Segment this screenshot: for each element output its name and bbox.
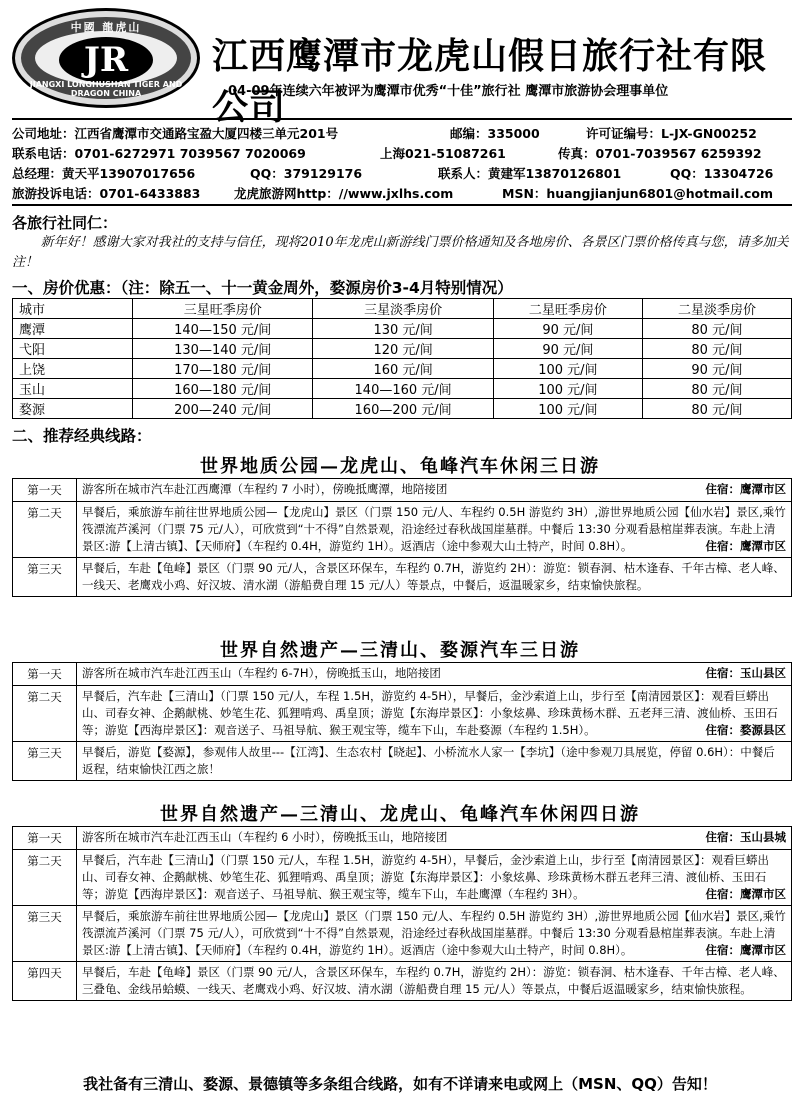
itinerary-row <box>13 850 792 906</box>
table-header: 城市 <box>13 299 133 319</box>
msn-contact[interactable]: MSN：huangjianjun6801@hotmail.com <box>502 186 774 201</box>
complaint-phone: 旅游投诉电话：0701-6433883 <box>12 186 201 201</box>
table-cell: 100 元/间 <box>493 399 642 419</box>
table-cell: 100 元/间 <box>493 359 642 379</box>
lodging: 住宿：玉山县城 <box>705 830 786 844</box>
contact-row <box>12 124 792 144</box>
section-routes-title: 二、推荐经典线路： <box>12 427 152 445</box>
table-cell: 160 元/间 <box>313 359 493 379</box>
contact-person: 联系人：黄建军13870126801 <box>438 166 622 181</box>
table-cell: 170—180 元/间 <box>133 359 313 379</box>
contact-row <box>12 184 792 204</box>
address: 公司地址：江西省鹰潭市交通路宝盈大厦四楼三单元201号 <box>12 126 339 141</box>
itinerary-text: 早餐后，乘旅游车前往世界地质公园—【龙虎山】景区（门票 150 元/人、车程约 0.5H 游览约 3H）,游世界地质公园【仙水岩】景区,乘竹筏漂流芦溪河（门票 75 元/人），可欣赏到“十不得”自然景观，沿途经过春秋战国崖墓群。中餐后 13:30 分观看悬棺崖葬表演。车赴上清景区:游【上清古镇】、【天师府】（车程约 0.4H，游览约 1H）。返酒店（途中参观大山土特产，时间 0.8H）。 <box>82 909 786 957</box>
route-table <box>12 826 792 1001</box>
table-cell: 80 元/间 <box>642 379 791 399</box>
table-cell: 200—240 元/间 <box>133 399 313 419</box>
day-label: 第三天 <box>13 558 77 597</box>
company-name: 江西鹰潭市龙虎山假日旅行社有限公司 <box>212 36 768 128</box>
lodging: 住宿：婺源县区 <box>705 723 786 737</box>
day-label: 第一天 <box>13 479 77 502</box>
day-label: 第三天 <box>13 906 77 962</box>
table-cell: 婺源 <box>13 399 133 419</box>
day-label: 第一天 <box>13 827 77 850</box>
table-cell: 80 元/间 <box>642 319 791 339</box>
itinerary-text: 早餐后，车赴【龟峰】景区（门票 90 元/人，含景区环保车，车程约 0.7H，游览约 2H）：游览：锁春洞、枯木逢春、千年古樟、老人峰、一线天、老鹰戏小鸡、好汉坡、清水湖（游船费自理 15 元/人）等景点，中餐后，返温暖家乡，结束愉快旅程。 <box>82 561 785 592</box>
itinerary-text: 早餐后，车赴【龟峰】景区（门票 90 元/人，含景区环保车，车程约 0.7H，游览约 2H）：游览：锁春洞、枯木逢春、千年古樟、老人峰、三叠龟、金线吊蛤蟆、一线天、老鹰戏小鸡、好汉坡、清水湖（游船费自理 15 元/人）等景点，中餐后返温暖家乡，结束愉快旅程。 <box>82 965 785 996</box>
day-label: 第二天 <box>13 850 77 906</box>
table-cell: 120 元/间 <box>313 339 493 359</box>
table-cell: 玉山 <box>13 379 133 399</box>
table-cell: 鹰潭 <box>13 319 133 339</box>
table-header: 三星淡季房价 <box>313 299 493 319</box>
table-cell: 90 元/间 <box>493 339 642 359</box>
table-cell: 90 元/间 <box>642 359 791 379</box>
table-header: 二星淡季房价 <box>642 299 791 319</box>
table-cell: 160—180 元/间 <box>133 379 313 399</box>
greeting: 各旅行社同仁： <box>12 214 118 232</box>
letterhead <box>0 0 800 128</box>
qq-manager: QQ：379129176 <box>250 166 363 181</box>
itinerary-text: 早餐后，汽车赴【三清山】（门票 150 元/人，车程 1.5H，游览约 4-5H），早餐后，金沙索道上山，步行至【南清园景区】：观看巨蟒出山、司春女神、企鹅献桃、妙笔生花、狐狸啃鸡、禹皇顶；游览【东海岸景区】：小象炫鼻、珍珠黄杨木群五老拜三清、渡仙桥、玉田石等；游览【西海岸景区】：观音送子、马祖导航、猴王观宝等，缆车下山，车赴鹰潭（车程约 3H）。 <box>82 853 770 901</box>
lodging: 住宿：鹰潭市区 <box>705 887 786 901</box>
table-row <box>13 339 792 359</box>
intro <box>12 212 792 273</box>
itinerary-row <box>13 558 792 597</box>
phone: 联系电话：0701-6272971 7039567 7020069 <box>12 146 306 161</box>
section-hotel-title: 一、房价优惠：（注：除五一、十一黄金周外，婺源房价3-4月特别情况） <box>12 279 513 297</box>
itinerary-text: 游客所在城市汽车赴江西玉山（车程约 6 小时），傍晚抵玉山，地陪接团 <box>82 830 448 844</box>
route-title: 世界自然遗产—三清山、龙虎山、龟峰汽车休闲四日游 <box>160 804 640 825</box>
contact-block <box>12 118 792 206</box>
table-row <box>13 399 792 419</box>
lodging: 住宿：玉山县区 <box>705 666 786 680</box>
table-cell: 160—200 元/间 <box>313 399 493 419</box>
day-label: 第二天 <box>13 502 77 558</box>
table-header: 三星旺季房价 <box>133 299 313 319</box>
table-cell: 130 元/间 <box>313 319 493 339</box>
logo-monogram: JR <box>59 37 153 83</box>
table-cell: 100 元/间 <box>493 379 642 399</box>
itinerary-text: 早餐后，汽车赴【三清山】（门票 150 元/人，车程 1.5H，游览约 4-5H），早餐后，金沙索道上山，步行至【南清园景区】：观看巨蟒出山、司春女神、企鹅献桃、妙笔生花、狐狸啃鸡、禹皇顶；游览【东海岸景区】：小象炫鼻、珍珠黄杨木群、五老拜三清、渡仙桥、玉田石等；游览【西海岸景区】：观音送子、马祖导航、猴王观宝等，缆车下山，车赴婺源（车程约 1.5H）。 <box>82 689 778 737</box>
table-cell: 弋阳 <box>13 339 133 359</box>
table-row <box>13 319 792 339</box>
table-header: 二星旺季房价 <box>493 299 642 319</box>
lodging: 住宿：鹰潭市区 <box>705 482 786 496</box>
logo-bottom-text: JIANGXI LONGHUSHAN TIGER AND DRAGON CHINA <box>29 80 183 98</box>
contact-row <box>12 164 792 184</box>
table-header-row <box>13 299 792 319</box>
hotel-price-table <box>12 298 792 419</box>
fax: 传真：0701-7039567 6259392 <box>558 146 762 161</box>
route-title: 世界自然遗产—三清山、婺源汽车三日游 <box>220 640 580 661</box>
itinerary-row <box>13 502 792 558</box>
license: 许可证编号：L-JX-GN00252 <box>586 126 757 141</box>
itinerary-row <box>13 663 792 686</box>
day-label: 第四天 <box>13 962 77 1001</box>
itinerary-row <box>13 479 792 502</box>
qq-contact: QQ：13304726 <box>670 166 774 181</box>
route-title: 世界地质公园—龙虎山、龟峰汽车休闲三日游 <box>200 456 600 477</box>
day-label: 第一天 <box>13 663 77 686</box>
table-row <box>13 359 792 379</box>
itinerary-row <box>13 686 792 742</box>
route-table <box>12 478 792 597</box>
logo-top-text: 中國 龍虎山 <box>70 21 142 34</box>
itinerary-row <box>13 742 792 781</box>
table-cell: 140—160 元/间 <box>313 379 493 399</box>
table-cell: 90 元/间 <box>493 319 642 339</box>
table-cell: 130—140 元/间 <box>133 339 313 359</box>
lodging: 住宿：鹰潭市区 <box>705 943 786 957</box>
manager: 总经理：黄天平13907017656 <box>12 166 196 181</box>
itinerary-text: 早餐后，游览【婺源】，参观伟人故里---【江湾】、生态农村【晓起】、小桥流水人家一【李坑】（途中参观刀具展览，停留 0.6H）：中餐后返程，结束愉快江西之旅！ <box>82 745 775 776</box>
company-slogan: 04-09年连续六年被评为鹰潭市优秀“十佳”旅行社 鹰潭市旅游协会理事单位 <box>228 84 669 99</box>
table-cell: 140—150 元/间 <box>133 319 313 339</box>
table-cell: 上饶 <box>13 359 133 379</box>
itinerary-row <box>13 827 792 850</box>
shanghai-phone: 上海021-51087261 <box>380 146 506 161</box>
table-row <box>13 379 792 399</box>
itinerary-text: 游客所在城市汽车赴江西鹰潭（车程约 7 小时），傍晚抵鹰潭，地陪接团 <box>82 482 448 496</box>
table-cell: 80 元/间 <box>642 399 791 419</box>
itinerary-row <box>13 906 792 962</box>
contact-row <box>12 144 792 164</box>
lodging: 住宿：鹰潭市区 <box>705 539 786 553</box>
website-link[interactable]: 龙虎旅游网http：//www.jxlhs.com <box>234 186 454 201</box>
day-label: 第三天 <box>13 742 77 781</box>
itinerary-text: 早餐后，乘旅游车前往世界地质公园—【龙虎山】景区（门票 150 元/人、车程约 0.5H 游览约 3H）,游世界地质公园【仙水岩】景区,乘竹筏漂流芦溪河（门票 75 元/人），可欣赏到“十不得”自然景观，沿途经过春秋战国崖墓群。中餐后 13:30 分观看悬棺崖葬表演。车赴上清景区:游【上清古镇】、【天师府】（车程约 0.4H，游览约 1H）。返酒店（途中参观大山土特产，时间 0.8H）。 <box>82 505 786 553</box>
footer-note: 我社备有三清山、婺源、景德镇等多条组合线路，如有不详请来电或网上（MSN、QQ）告知！ <box>83 1075 717 1093</box>
itinerary-row <box>13 962 792 1001</box>
intro-body: 新年好！感谢大家对我社的支持与信任，现将2010年龙虎山新游线门票价格通知及各地房价、各景区门票价格传真与您，请多加关注！ <box>12 235 789 270</box>
table-cell: 80 元/间 <box>642 339 791 359</box>
postcode: 邮编：335000 <box>450 126 540 141</box>
company-logo <box>12 8 200 108</box>
itinerary-text: 游客所在城市汽车赴江西玉山（车程约 6-7H），傍晚抵玉山，地陪接团 <box>82 666 441 680</box>
day-label: 第二天 <box>13 686 77 742</box>
route-table <box>12 662 792 781</box>
